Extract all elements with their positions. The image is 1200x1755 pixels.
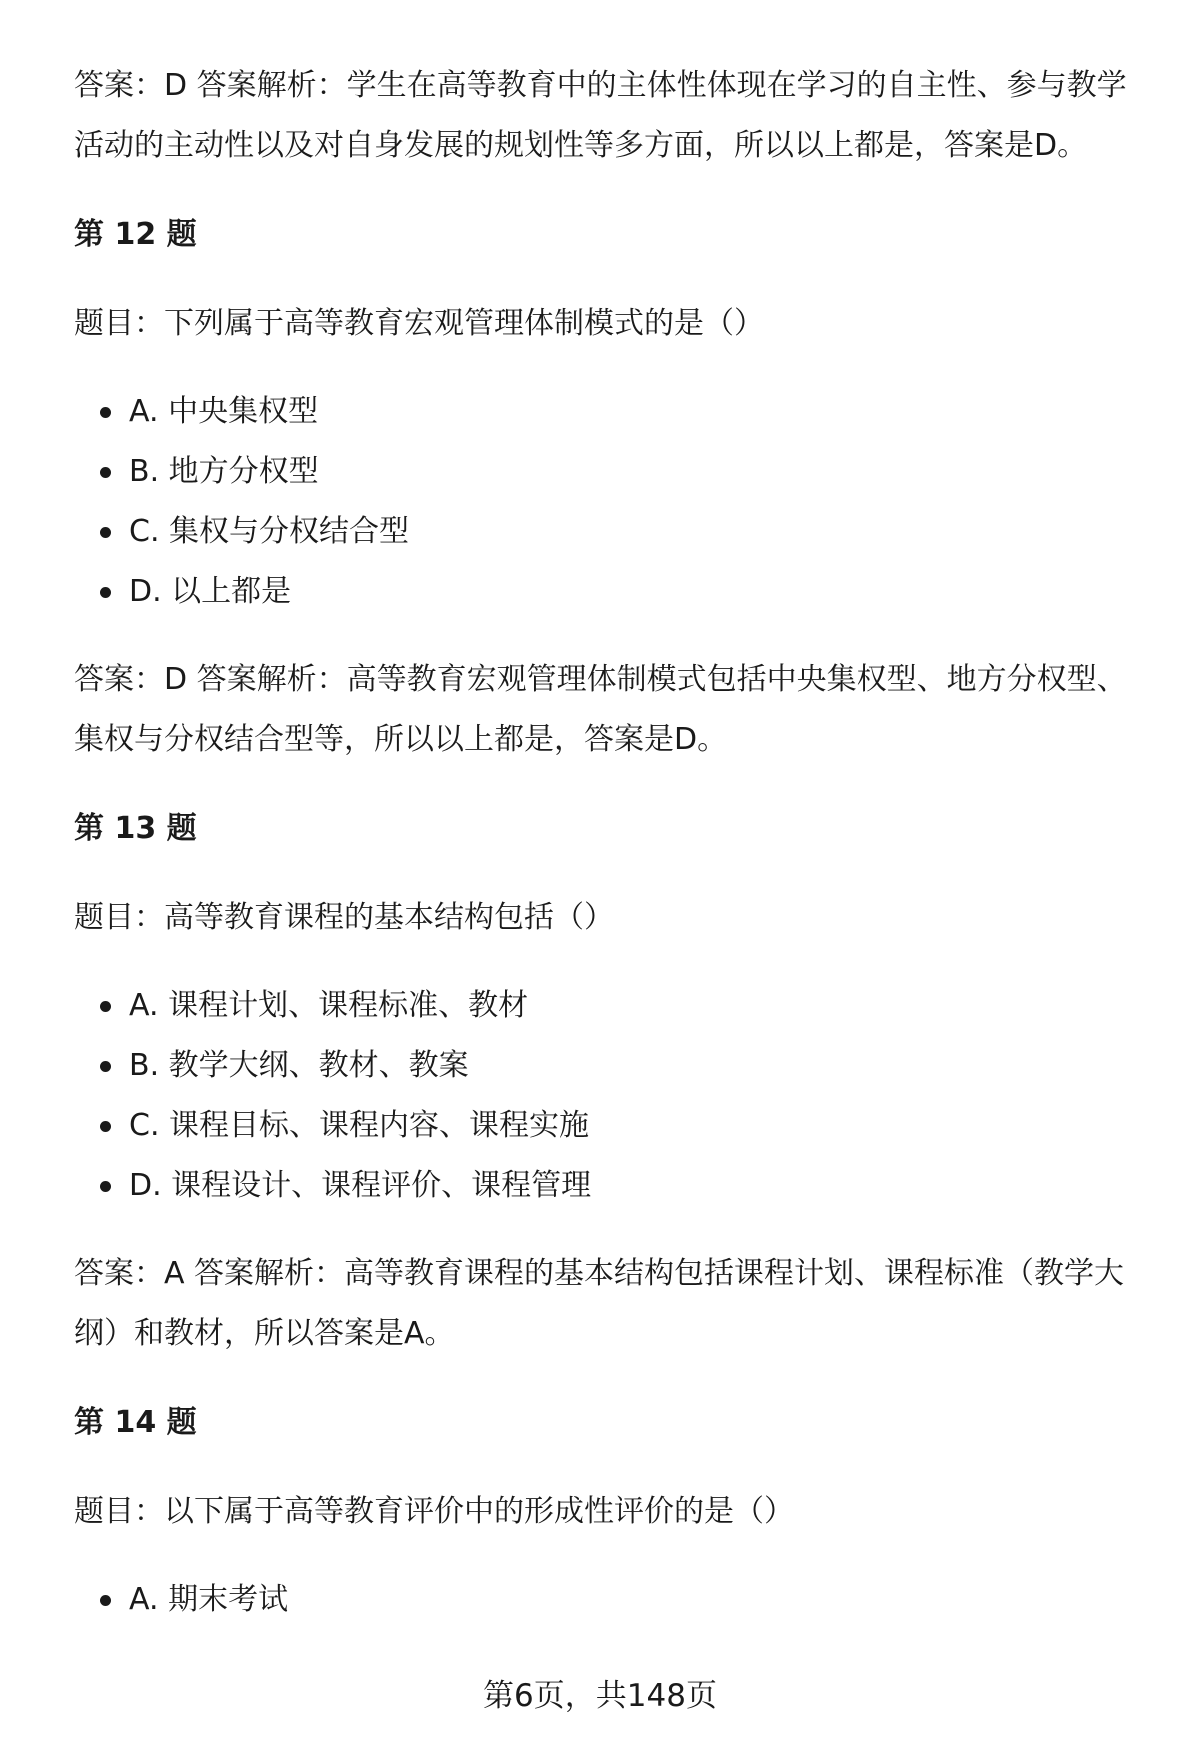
option-text: A. 中央集权型	[129, 394, 319, 429]
q12-question: 题目：下列属于高等教育宏观管理体制模式的是（）	[74, 306, 764, 341]
q14-question: 题目：以下属于高等教育评价中的形成性评价的是（）	[74, 1494, 794, 1529]
q11-answer-text: 答案：D 答案解析：学生在高等教育中的主体性体现在学习的自主性、参与教学活动的主动性以及对自身发展的规划性等多方面，所以以上都是，答案是D。	[74, 68, 1127, 163]
bullet-icon	[100, 1001, 111, 1012]
bullet-icon	[100, 407, 111, 418]
document-page	[74, 56, 1154, 1630]
q14-option-a	[74, 1570, 1154, 1630]
q13-heading: 第 13 题	[74, 811, 197, 846]
q12-option-b	[74, 442, 1154, 502]
q13-options	[74, 976, 1154, 1216]
q12-heading: 第 12 题	[74, 217, 197, 252]
bullet-icon	[100, 1061, 111, 1072]
option-text: C. 集权与分权结合型	[129, 514, 410, 549]
option-text: D. 以上都是	[129, 574, 292, 609]
q12-options	[74, 382, 1154, 622]
q13-answer-text: 答案：A 答案解析：高等教育课程的基本结构包括课程计划、课程标准（教学大纲）和教材，所以答案是A。	[74, 1256, 1125, 1351]
option-text: B. 地方分权型	[129, 454, 319, 489]
q14-heading: 第 14 题	[74, 1405, 197, 1440]
q12-option-d	[74, 562, 1154, 622]
option-text: A. 期末考试	[129, 1582, 289, 1617]
bullet-icon	[100, 1121, 111, 1132]
option-text: B. 教学大纲、教材、教案	[129, 1048, 469, 1083]
q13-option-b	[74, 1036, 1154, 1096]
option-text: D. 课程设计、课程评价、课程管理	[129, 1168, 592, 1203]
option-text: C. 课程目标、课程内容、课程实施	[129, 1108, 590, 1143]
q12-option-c	[74, 502, 1154, 562]
bullet-icon	[100, 587, 111, 598]
bullet-icon	[100, 467, 111, 478]
q13-option-c	[74, 1096, 1154, 1156]
bullet-icon	[100, 527, 111, 538]
q13-question: 题目：高等教育课程的基本结构包括（）	[74, 900, 614, 935]
q13-option-d	[74, 1156, 1154, 1216]
bullet-icon	[100, 1181, 111, 1192]
option-text: A. 课程计划、课程标准、教材	[129, 988, 529, 1023]
bullet-icon	[100, 1595, 111, 1606]
q13-option-a	[74, 976, 1154, 1036]
q12-answer-text: 答案：D 答案解析：高等教育宏观管理体制模式包括中央集权型、地方分权型、集权与分权结合型等，所以以上都是，答案是D。	[74, 662, 1127, 757]
q12-option-a	[74, 382, 1154, 442]
q14-options	[74, 1570, 1154, 1630]
page-number-footer: 第6页，共148页	[483, 1678, 717, 1714]
